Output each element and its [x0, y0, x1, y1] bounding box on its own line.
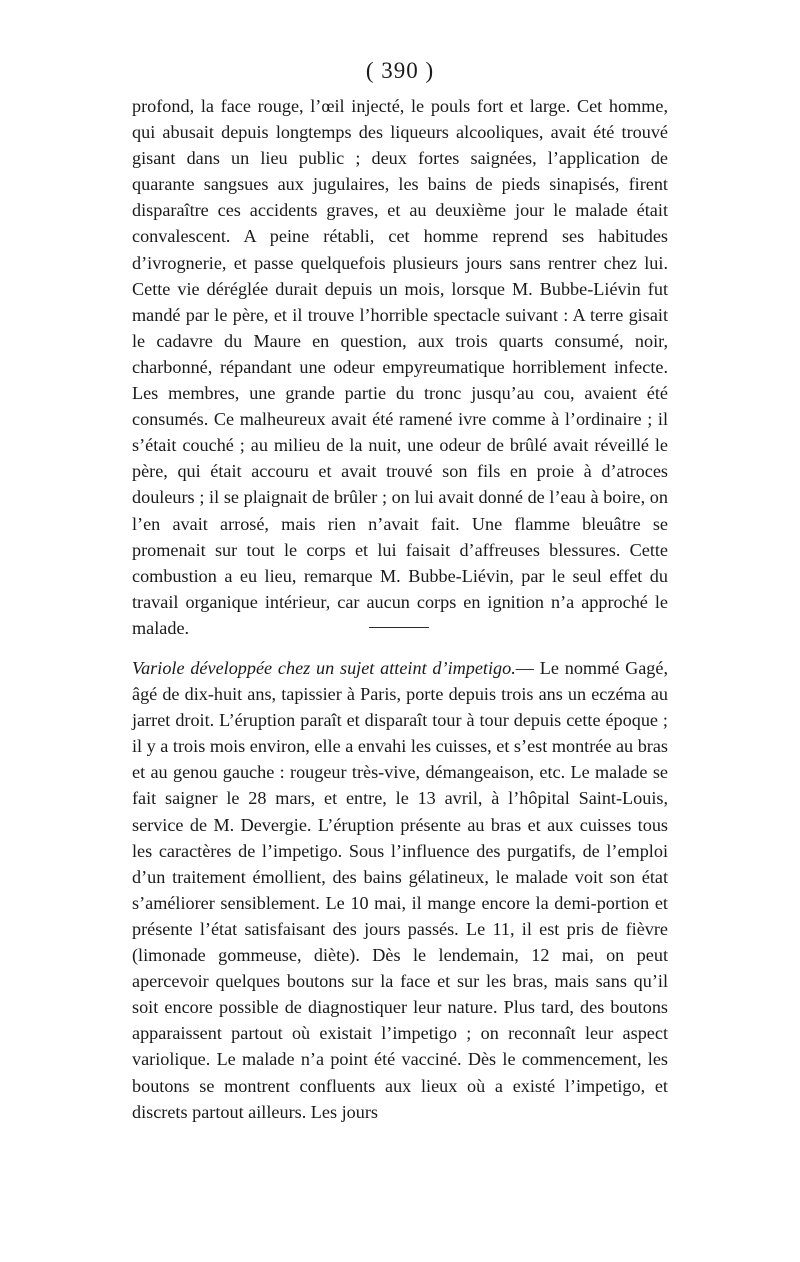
- section-separator: [369, 627, 429, 628]
- article-title: Variole développée chez un sujet atteint d’impetigo.: [132, 658, 516, 678]
- case-report-continuation: [132, 93, 668, 641]
- title-dash: —: [515, 658, 534, 678]
- variola-case-report: [132, 655, 668, 1125]
- page-number: ( 390 ): [365, 58, 435, 83]
- body-paragraph-2: [132, 655, 668, 1125]
- body-paragraph: profond, la face rouge, l’œil injecté, le pouls fort et large. Cet homme, qui abusait depuis longtemps des liqueurs alcooliques, avait été trouvé gisant dans un lieu public ; deux fortes saignées, l’application de quarante sangsues aux jugulaires, les bains de pieds sinapisés, firent disparaître ces accidents graves, et au deuxième jour le malade était convalescent. A peine rétabli, cet homme reprend ses habitudes d’ivrognerie, et passe quelquefois plusieurs jours sans rentrer chez lui. Cette vie déréglée durait depuis un mois, lorsque M. Bubbe-Liévin fut mandé par le père, et il trouve l’horrible spectacle suivant : A terre gisait le cadavre du Maure en question, aux trois quarts consumé, noir, charbonné, répandant une odeur empyreumatique horriblement infecte. Les membres, une grande partie du tronc jusqu’au cou, avaient été consumés. Ce malheureux avait été ramené ivre comme à l’ordinaire ; il s’était couché ; au milieu de la nuit, une odeur de brûlé avait réveillé le père, qui était accouru et avait trouvé son fils en proie à d’atroces douleurs ; il se plaignait de brûler ; on lui avait donné de l’eau à boire, on l’en avait arrosé, mais rien n’avait fait. Une flamme bleuâtre se promenait sur tout le corps et lui faisait d’affreuses blessures. Cette combustion a eu lieu, remarque M. Bubbe-Liévin, par le seul effet du travail organique intérieur, car aucun corps en ignition n’a approché le malade.: [132, 96, 668, 638]
- article-body: Le nommé Gagé, âgé de dix-huit ans, tapissier à Paris, porte depuis trois ans un eczéma au jarret droit. L’éruption paraît et disparaît tour à tour depuis cette époque ; il y a trois mois environ, elle a envahi les cuisses, et s’est montrée au bras et au genou gauche : rougeur très-vive, démangeaison, etc. Le malade se fait saigner le 28 mars, et entre, le 13 avril, à l’hôpital Saint-Louis, service de M. Devergie. L’éruption présente au bras et aux cuisses tous les caractères de l’impetigo. Sous l’influence des purgatifs, de l’emploi d’un traitement émollient, des bains gélatineux, le malade voit son état s’améliorer sensiblement. Le 10 mai, il mange encore la demi-portion et présente l’état satisfaisant des jours passés. Le 11, il est pris de fièvre (limonade gommeuse, diète). Dès le lendemain, 12 mai, on peut apercevoir quelques boutons sur la face et sur les bras, mais sans qu’il soit encore possible de diagnostiquer leur nature. Plus tard, des boutons apparaissent partout où existait l’impetigo ; on reconnaît leur aspect variolique. Le malade n’a point été vacciné. Dès le commencement, les boutons se montrent confluents aux lieux où a existé l’impetigo, et discrets partout ailleurs. Les jours: [132, 658, 669, 1122]
